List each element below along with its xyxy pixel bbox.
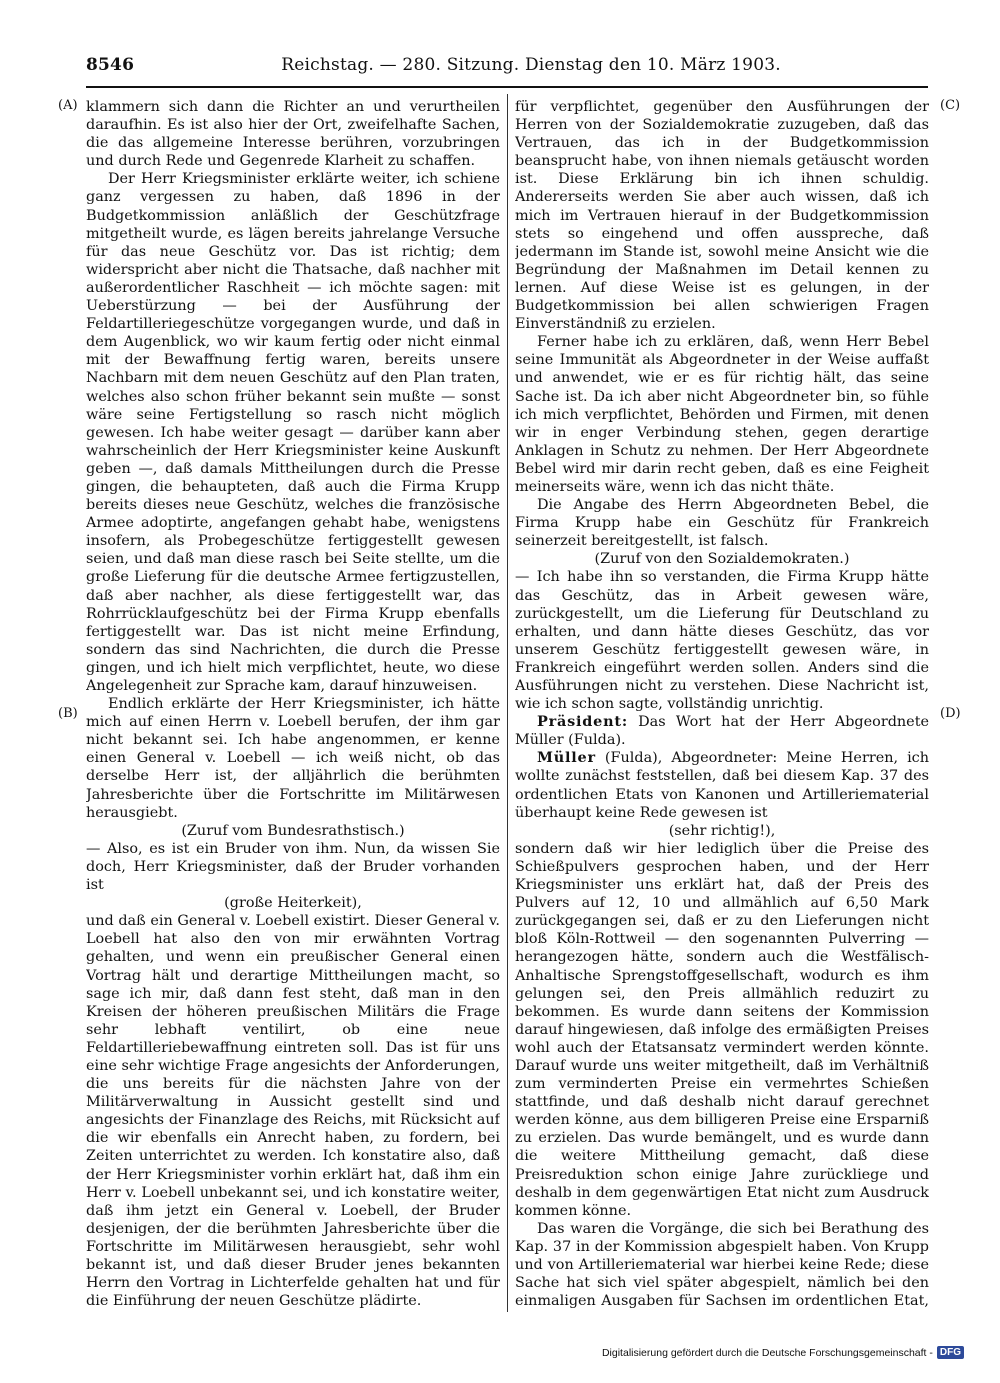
page-header	[86, 50, 928, 80]
footer-text: Digitalisierung gefördert durch die Deutsche Forschungsgemeinschaft -	[601, 1346, 933, 1359]
left-column	[86, 98, 500, 1310]
running-title: Reichstag. — 280. Sitzung. Dienstag den 10. März 1903.	[281, 55, 781, 75]
paragraph: klammern sich dann die Richter an und verurtheilen daraufhin. Es ist also hier der Ort, zweifelhafte Sachen, die das allgemeine Interesse berühren, vorzubringen und durch Rede und Gegenrede Klarheit zu schaffen.	[86, 99, 500, 170]
speech-paragraph	[515, 713, 929, 749]
speaker-name: Präsident:	[537, 713, 628, 731]
speaker-name: Müller	[537, 749, 596, 767]
interjection: (große Heiterkeit),	[224, 895, 362, 912]
margin-mark-c: (C)	[940, 98, 961, 113]
column-divider	[507, 94, 508, 1312]
paragraph: sondern daß wir hier lediglich über die Preise des Schießpulvers gesprochen haben, und der Herr Kriegsminister uns erklärt hat, daß der Preis des Pulvers auf 12, 10 und allmählich auf 6,50 Mark zurückgegangen sei, daß er zu den Lieferungen nicht bloß Köln-Rottweil — den sogenannten Pulverring — herangezogen hätte, sondern auch die Westfälisch-Anhaltische Sprengstoffgesellschaft, wodurch es ihm gelungen sei, den Preis allmählich reduzirt zu bekommen. Es wurde dann seitens der Kommission darauf hingewiesen, daß infolge des ermäßigten Preises wohl auch der Etatsansatz vermindert werden könnte. Darauf wurde uns weiter mitgetheilt, daß im Verhältniß zum verminderten Preise ein vermehrtes Schießen stattfinde, und daß deshalb nicht darauf gerechnet werden könne, aus dem billigeren Preise eine Ersparniß zu erzielen. Das wurde bemängelt, und es wurde dann die weitere Mittheilung gemacht, daß diese Preisreduktion schon einige Jahre zurückliege und deshalb in dem gegenwärtigen Etat nicht zum Ausdruck kommen könne.	[515, 840, 929, 1219]
interjection: (sehr richtig!),	[668, 822, 776, 839]
interjection: (Zuruf von den Sozialdemokraten.)	[594, 551, 850, 568]
speech-text: (Fulda), Abgeordneter: Meine Herren, ich wollte zunächst feststellen, daß bei diesem Kap. 37 des ordentlichen Etats von Kanonen und Artilleriematerial überhaupt keine Rede gewesen ist	[515, 750, 929, 821]
paragraph: Das waren die Vorgänge, die sich bei Berathung des Kap. 37 in der Kommission abgespielt haben. Von Krupp und von Artilleriematerial war hierbei keine Rede; diese Sache hat sich viel später abgespielt, nämlich bei den einmaligen Ausgaben für Sachsen im ordentlichen Etat,	[515, 1220, 929, 1310]
margin-mark-d: (D)	[940, 706, 961, 721]
page-number: 8546	[86, 55, 135, 75]
dfg-logo: DFG	[937, 1346, 964, 1359]
speech-paragraph	[515, 749, 929, 821]
paragraph: — Ich habe ihn so verstanden, die Firma Krupp hätte das Geschütz, das in Arbeit gewesen wäre, zurückgestellt, um die Lieferung für Deutschland zu erhalten, und dann hätte dieses Geschütz, das vor unserem Geschütz fertiggestellt gewesen wäre, in Frankreich eingeführt werden sollen. Anders sind die Ausführungen nicht zu verstehen. Diese Nachricht ist, wie ich schon sagte, vollständig unrichtig.	[515, 569, 929, 713]
right-column	[515, 98, 929, 1310]
paragraph: — Also, es ist ein Bruder von ihm. Nun, da wissen Sie doch, Herr Kriegsminister, daß der Bruder vorhanden ist	[86, 840, 500, 894]
interjection: (Zuruf vom Bundesrathstisch.)	[181, 822, 405, 839]
speech-text: Das Wort hat der Herr Abgeordnete Müller (Fulda).	[515, 714, 929, 749]
digitization-footer	[602, 1346, 964, 1359]
paragraph: Endlich erklärte der Herr Kriegsminister, ich hätte mich auf einen Herrn v. Loebell berufen, der ihm gar nicht bekannt sei. Ich habe angenommen, er kenne einen General v. Loebell — ich weiß nicht, ob das derselbe Herr ist, der alljährlich die berühmten Jahresberichte über die Fortschritte im Militärwesen herausgiebt.	[86, 696, 500, 821]
paragraph: Ferner habe ich zu erklären, daß, wenn Herr Bebel seine Immunität als Abgeordneter in der Weise auffaßt und anwendet, wie er es für richtig hält, das seine Sache ist. Da ich aber nicht Abgeordneter bin, so fühle ich mich verpflichtet, Behörden und Firmen, mit denen wir in enger Verbindung stehen, gegen derartige Anklagen in Schutz zu nehmen. Der Herr Abgeordnete Bebel wird mir darin recht geben, daß es eine Feigheit meinerseits wäre, wenn ich das nicht thäte.	[515, 334, 929, 495]
margin-mark-b: (B)	[58, 706, 78, 721]
margin-mark-a: (A)	[58, 98, 78, 113]
header-rule	[86, 86, 928, 88]
paragraph: für verpflichtet, gegenüber den Ausführungen der Herren von der Sozialdemokratie zuzugeben, daß das Vertrauen, das ich in der Budgetkommission beansprucht habe, von ihnen niemals getäuscht worden ist. Diese Erklärung bin ich ihnen schuldig. Andererseits werden Sie aber auch wissen, daß ich mich im Vertrauen hierauf in der Budgetkommission stets so eingehend und offen ausspreche, daß jedermann im Stande ist, sowohl meine Ansicht wie die Begründung der Maßnahmen im Detail kennen zu lernen. Auf diese Weise ist es gelungen, in der Budgetkommission bei allen schwierigen Fragen Einverständniß zu erzielen.	[515, 99, 929, 333]
paragraph: Die Angabe des Herrn Abgeordneten Bebel, die Firma Krupp habe ein Geschütz für Frankreich seinerzeit bereitgestellt, ist falsch.	[515, 497, 929, 550]
paragraph: und daß ein General v. Loebell existirt. Dieser General v. Loebell hat also den von mir erwähnten Vortrag gehalten, und wenn ein preußischer General einen Vortrag hält und derartige Mittheilungen macht, so sage ich mir, daß dann fest steht, daß man in den Kreisen der höheren preußischen Militärs die Frage sehr lebhaft ventilirt, ob eine neue Feldartilleriebewaffnung eintreten soll. Das ist für uns eine sehr wichtige Frage angesichts der Anforderungen, die uns bereits für die nächsten Jahre von der Militärverwaltung in Aussicht gestellt sind und angesichts der Finanzlage des Reichs, mit Rücksicht auf die wir ebenfalls ein Anrecht haben, zu fordern, bei Zeiten unterrichtet zu werden. Ich konstatire also, daß der Herr Kriegsminister vorhin erklärt hat, daß ihm ein Herr v. Loebell unbekannt sei, und ich konstatire weiter, daß ihm jetzt ein General v. Loebell, der Bruder desjenigen, der die berühmten Jahresberichte über die Fortschritte im Militärwesen herausgiebt, sehr wohl bekannt ist, und daß dieser Bruder jenes bekannten Herrn den Vortrag in Lichterfelde gehalten hat und für die Einführung der neuen Geschütze plädirte.	[86, 913, 500, 1310]
paragraph: Der Herr Kriegsminister erklärte weiter, ich schiene ganz vergessen zu haben, daß 1896 in der Budgetkommission anläßlich der Geschützfrage mitgetheilt wurde, es lägen bereits jahrelange Versuche für das neue Geschütz vor. Das ist richtig; dem widerspricht aber nicht die Thatsache, daß nachher mit außerordentlicher Raschheit — ich möchte sagen: mit Ueberstürzung — bei der Ausführung der Feldartilleriegeschütze vorgegangen wurde, und daß in dem Augenblick, wo wir kaum fertig oder nicht einmal mit der Bewaffnung fertig waren, bereits unsere Nachbarn mit dem neuen Geschütz auf den Plan traten, welches also schon früher bekannt sein mußte — sonst wäre seine Fertigstellung so rasch nicht möglich gewesen. Ich habe weiter gesagt — darüber kann aber wahrscheinlich der Herr Kriegsminister keine Auskunft geben —, daß damals Mittheilungen durch die Presse gingen, die behaupteten, daß auch die Firma Krupp bereits dieses neue Geschütz, welches die französische Armee adoptirte, angefangen gehabt habe, wenigstens insofern, als Probegeschütze fertiggestellt gewesen seien, und daß man diese rasch bei Seite stellte, um die große Lieferung für die deutsche Armee fertigzustellen, daß aber nachher, als diese fertiggestellt war, das Rohrrücklaufgeschütz bei der Firma Krupp ebenfalls fertiggestellt war. Das ist nicht meine Erfindung, sondern das sind Nachrichten, die durch die Presse gingen, und ich hielt mich verpflichtet, heute, wo diese Angelegenheit zur Sprache kam, darauf hinzuweisen.	[86, 171, 500, 694]
